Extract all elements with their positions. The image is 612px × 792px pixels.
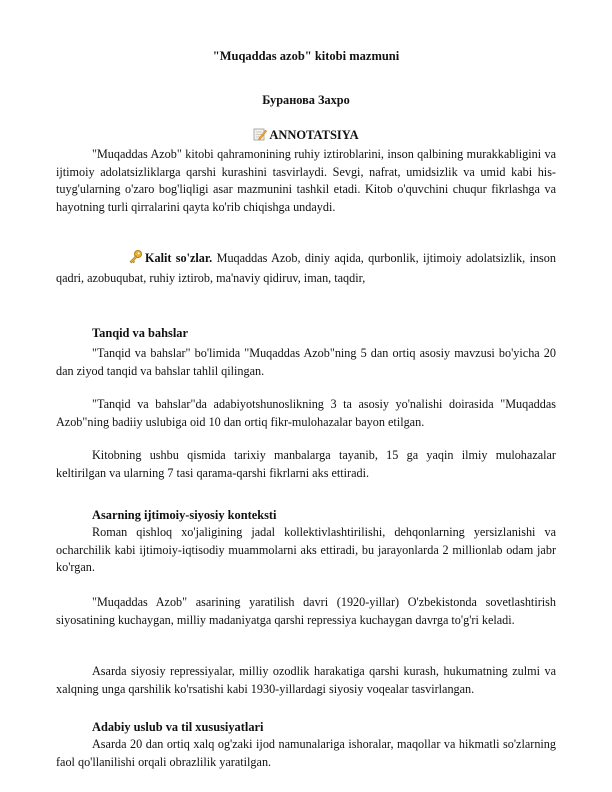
style-paragraph-1: Asarda 20 dan ortiq xalq og'zaki ijod namunalariga ishoralar, maqollar va hikmatli so'zlarning faol qo'llanilishi orqali obrazlilik yaratilgan. — [56, 737, 556, 769]
annotation-heading-row — [0, 127, 612, 147]
context-paragraph-3: Asarda siyosiy repressiyalar, milliy ozodlik harakatiga qarshi kurash, hukumatning zulmi va xalqning unga qarshilik ko'rsatishi kabi 1930-yillardagi siyosiy voqealar tasvirlangan. — [56, 664, 556, 696]
key-icon — [92, 249, 143, 270]
annotation-paragraph: "Muqaddas Azob" kitobi qahramonining ruhiy iztiroblarini, inson qalbining murakkabligini va ijtimoiy adolatsizliklarga qarshi kurashini tasvirlaydi. Sevgi, nafrat, umidsizlik va umid kabi his-tuyg'ularning o'zaro bog'liqligi asar mazmunini tashkil etadi. Kitob o'quvchini chuqur fikrlashga va hayotning turli qirralarini qayta ko'rib chiqishga undaydi. — [56, 147, 556, 214]
document-title: "Muqaddas azob" kitobi mazmuni — [212, 49, 400, 63]
section-heading-context: Asarning ijtimoiy-siyosiy konteksti — [92, 508, 277, 522]
keywords-paragraph — [56, 249, 556, 287]
context-paragraph-2: "Muqaddas Azob" asarining yaratilish davri (1920-yillar) O'zbekistonda sovetlashtirish siyosatining kuchaygan, milliy madaniyatga qarshi repressiya kuchaygan davrga to'g'ri keladi. — [56, 595, 556, 627]
annotation-heading: ANNOTATSIYA — [269, 128, 359, 142]
section-heading-style: Adabiy uslub va til xususiyatlari — [92, 720, 264, 734]
keywords-label: Kalit so'zlar. — [145, 251, 213, 265]
memo-pencil-icon — [253, 127, 267, 147]
section-heading-criticism: Tanqid va bahslar — [92, 326, 188, 340]
criticism-paragraph-2: "Tanqid va bahslar"da adabiyotshunoslikning 3 ta asosiy yo'nalishi doirasida "Muqaddas Azob"ning badiiy uslubiga oid 10 dan ortiq fikr-mulohazalar bayon etilgan. — [56, 397, 556, 429]
criticism-paragraph-3: Kitobning ushbu qismida tarixiy manbalarga tayanib, 15 ga yaqin ilmiy mulohazalar keltirilgan va ularning 7 tasi qarama-qarshi fikrlarni aks ettiradi. — [56, 448, 556, 480]
criticism-paragraph-1: "Tanqid va bahslar" bo'limida "Muqaddas Azob"ning 5 dan ortiq asosiy mavzusi bo'yicha 20 dan ziyod tanqid va bahslar tahlil qilingan. — [56, 346, 556, 378]
keywords-list: Muqaddas Azob, diniy aqida, qurbonlik, ijtimoiy adolatsizlik, inson qadri, azobuqubat, ruhiy iztirob, ma'naviy qidiruv, iman, taqdir, — [56, 251, 556, 285]
author-name: Буранова Захро — [262, 93, 350, 107]
context-paragraph-1: Roman qishloq xo'jaligining jadal kollektivlashtirilishi, dehqonlarning yersizlanishi va ocharchilik kabi ijtimoiy-iqtisodiy muammolarni aks ettiradi, bu jarayonlarda 2 millionlab odam jabr ko'rgan. — [56, 525, 556, 575]
